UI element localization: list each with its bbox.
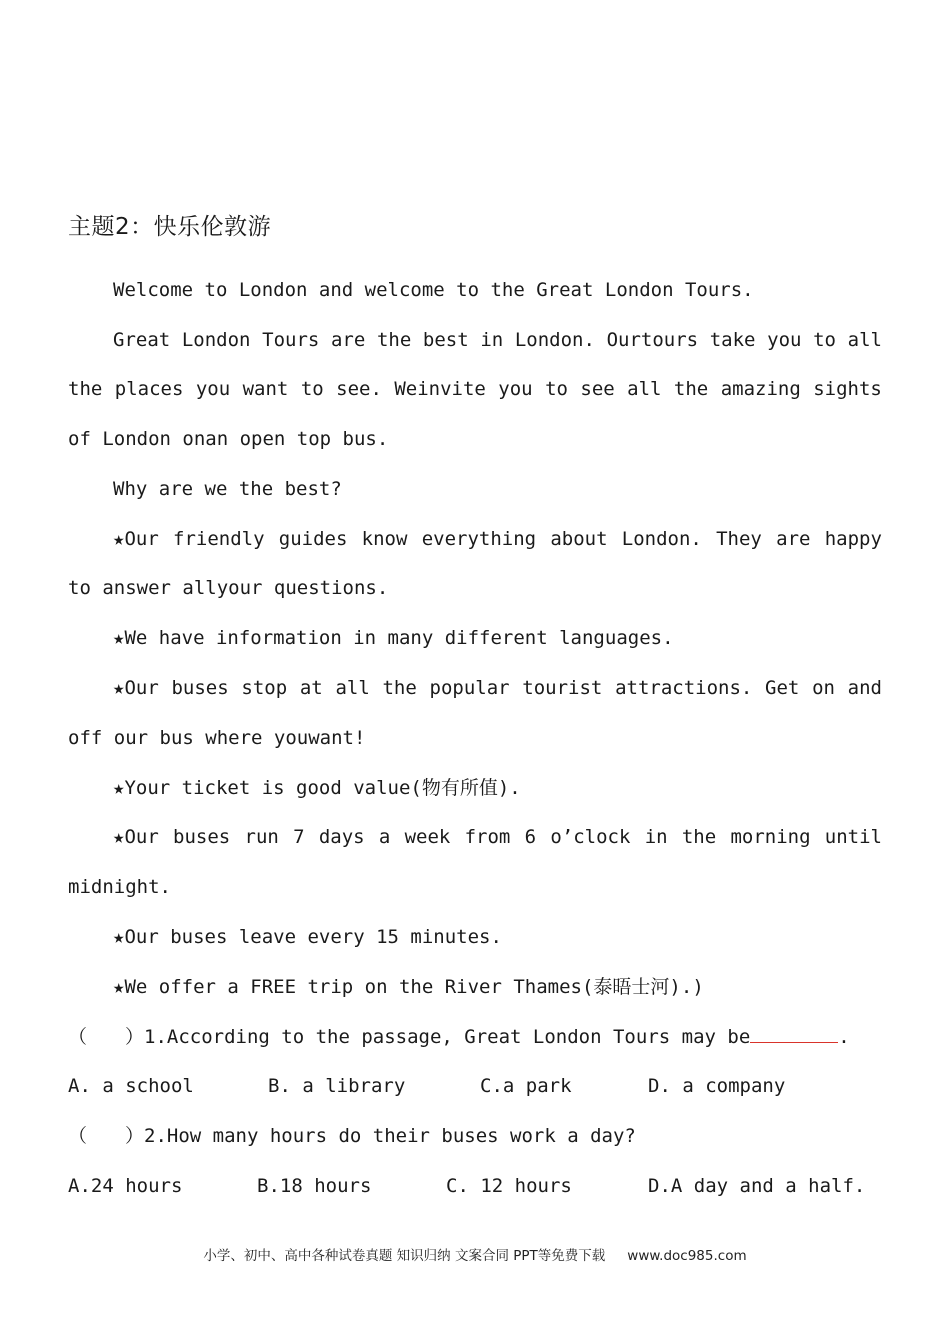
word: see: [580, 378, 615, 400]
question-1: [68, 1022, 882, 1052]
word: in: [480, 329, 504, 351]
word: on: [812, 677, 835, 699]
word: know: [361, 528, 408, 550]
answer-blank[interactable]: [750, 1024, 838, 1043]
passage-line: to answer allyour questions.: [68, 577, 389, 599]
word: buses: [173, 826, 231, 848]
option-d[interactable]: D.A day and a half.: [648, 1175, 866, 1197]
word: week: [404, 826, 451, 848]
word: the: [68, 378, 103, 400]
word: London.: [621, 528, 702, 550]
word: places: [114, 378, 184, 400]
word: morning: [730, 826, 811, 848]
page-footer: [0, 1244, 950, 1264]
word: guides: [278, 528, 348, 550]
word: Weinvite: [394, 378, 486, 400]
word: all: [847, 329, 882, 351]
word: all: [335, 677, 370, 699]
passage-line: Welcome to London and welcome to the Great London Tours.: [113, 279, 754, 301]
word: popular: [429, 677, 510, 699]
question-2-stem: （ ）2.How many hours do their buses work a day?: [68, 1125, 636, 1147]
word: are: [776, 528, 811, 550]
word: Great: [113, 329, 171, 351]
bullet-line: [113, 822, 882, 852]
word: until: [824, 826, 882, 848]
word: Ourtours: [606, 329, 699, 351]
bullet-line: [113, 673, 882, 703]
word: happy: [824, 528, 882, 550]
word: stop: [241, 677, 288, 699]
word: and: [847, 677, 882, 699]
word: buses: [171, 677, 229, 699]
passage-line: off our bus where youwant!: [68, 727, 366, 749]
question-1-options: [68, 1071, 882, 1101]
word: are: [330, 329, 366, 351]
word: friendly: [173, 528, 265, 550]
word: London: [181, 329, 251, 351]
word: from: [464, 826, 511, 848]
word: They: [716, 528, 762, 550]
word: want: [242, 378, 289, 400]
word: to: [813, 329, 836, 351]
question-1-end: .: [838, 1026, 850, 1048]
word: take: [709, 329, 756, 351]
word: best: [422, 329, 469, 351]
word: to: [300, 378, 324, 400]
word: all: [627, 378, 662, 400]
word: the: [376, 329, 412, 351]
bullet-line: ★Our buses leave every 15 minutes.: [113, 926, 502, 948]
word: run: [244, 826, 279, 848]
word: at: [299, 677, 323, 699]
passage-line: [68, 374, 882, 404]
bullet-line: ★We have information in many different languages.: [113, 627, 674, 649]
option-c[interactable]: C. 12 hours: [446, 1175, 572, 1197]
word: amazing: [720, 378, 801, 400]
option-a[interactable]: A.24 hours: [68, 1175, 183, 1197]
passage-line: Why are we the best?: [113, 478, 342, 500]
passage-line: of London onan open top bus.: [68, 428, 389, 450]
word: you: [195, 378, 231, 400]
word: ★Our: [113, 826, 159, 848]
word: ★Our: [113, 528, 159, 550]
word: attractions.: [615, 677, 753, 699]
question-2: [68, 1121, 882, 1151]
word: Get: [765, 677, 800, 699]
word: days: [318, 826, 365, 848]
word: o’clock: [550, 826, 631, 848]
page-title: 主题2：快乐伦敦游: [68, 214, 272, 240]
word: about: [550, 528, 608, 550]
word: you: [767, 329, 802, 351]
word: 6: [524, 826, 537, 848]
passage-line: [113, 325, 882, 355]
word: 7: [293, 826, 305, 848]
bullet-line: ★We offer a FREE trip on the River Thames(泰晤士河).): [113, 976, 704, 998]
word: you: [498, 378, 533, 400]
option-b[interactable]: B.18 hours: [257, 1175, 372, 1197]
option-b[interactable]: B. a library: [268, 1075, 406, 1097]
word: a: [378, 826, 391, 848]
footer-text: 小学、初中、高中各种试卷真题 知识归纳 文案合同 PPT等免费下载: [203, 1248, 606, 1264]
word: the: [382, 677, 417, 699]
question-2-options: [68, 1171, 882, 1201]
word: the: [681, 826, 717, 848]
word: see.: [336, 378, 382, 400]
footer-site-link[interactable]: www.doc985.com: [627, 1248, 747, 1264]
option-c[interactable]: C.a park: [480, 1075, 572, 1097]
question-1-stem: （ ）1.According to the passage, Great London Tours may be: [68, 1026, 751, 1048]
option-d[interactable]: D. a company: [648, 1075, 786, 1097]
word: sights: [813, 378, 882, 400]
word: ★Our: [113, 677, 159, 699]
word: tourist: [522, 677, 603, 699]
word: London.: [514, 329, 595, 351]
word: in: [644, 826, 668, 848]
word: Tours: [262, 329, 320, 351]
option-a[interactable]: A. a school: [68, 1075, 194, 1097]
word: the: [673, 378, 709, 400]
word: to: [545, 378, 568, 400]
bullet-line: [113, 524, 882, 554]
word: everything: [421, 528, 537, 550]
bullet-line: ★Your ticket is good value(物有所值).: [113, 777, 521, 799]
passage-line: midnight.: [68, 876, 171, 898]
